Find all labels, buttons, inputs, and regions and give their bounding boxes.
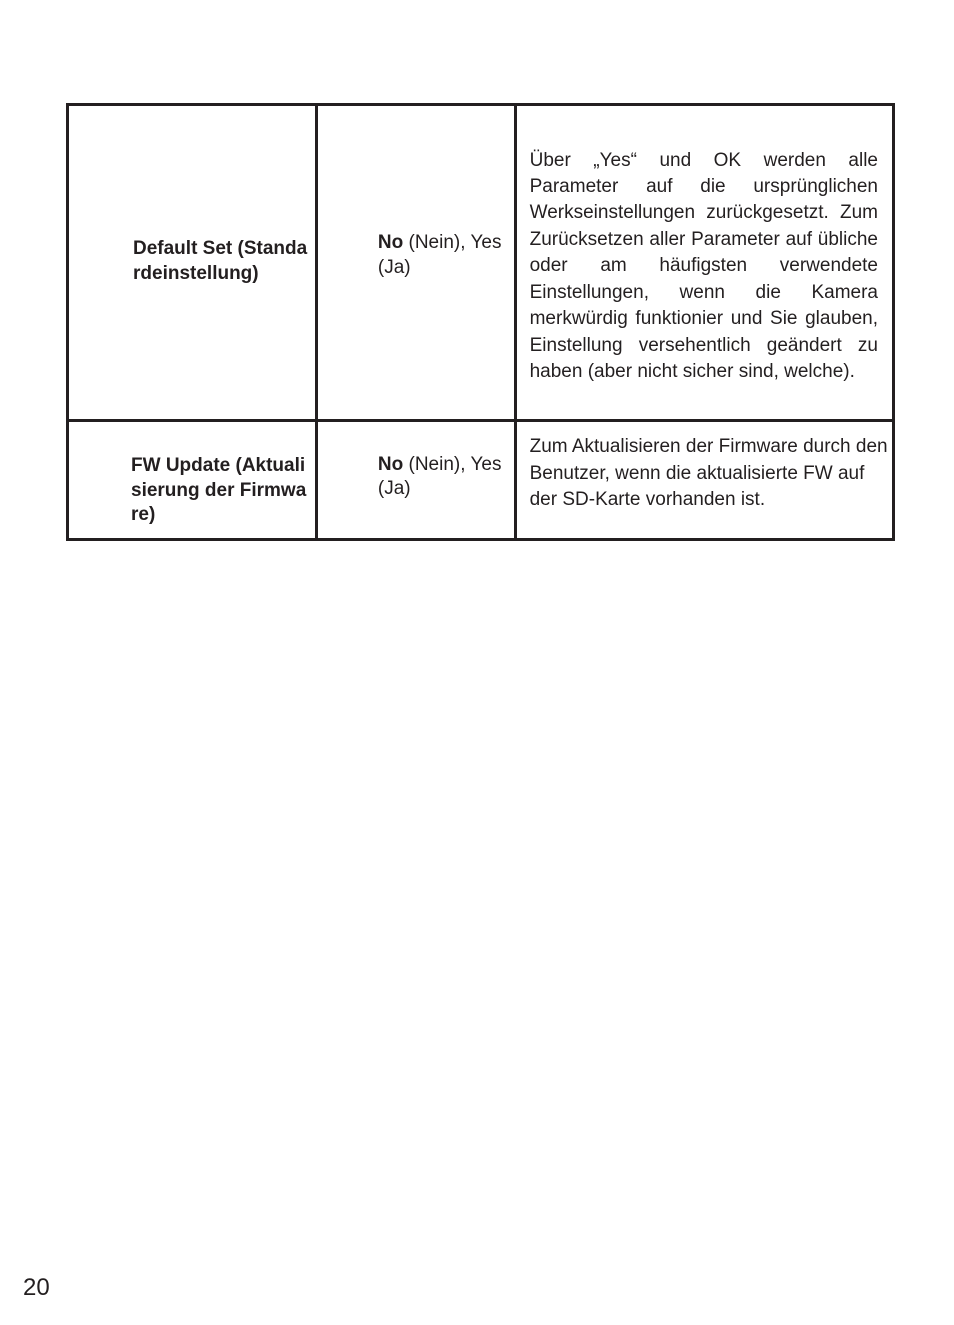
setting-description-cell (515, 421, 893, 540)
value-default-option: No (377, 453, 404, 475)
setting-values-cell (316, 105, 515, 421)
setting-name-cell (68, 421, 317, 540)
value-options: (Nein), Yes (Ja) (377, 453, 502, 499)
value-default-option: No (377, 232, 404, 253)
setting-name: FW Update (Aktualisierung der Firmware) (131, 455, 307, 526)
setting-description-cell (515, 105, 893, 421)
setting-values (318, 453, 514, 508)
value-options: (Nein), Yes (Ja) (377, 232, 502, 278)
setting-values (318, 231, 514, 294)
page-number: 20 (23, 1274, 50, 1301)
setting-name-cell (68, 105, 317, 421)
setting-description: Über „Yes“ und OK werden alle Parameter auf die ursprünglichen Werkseinstellungen zurückgesetzt. Zum Zurücksetzen aller Parameter auf übliche oder am häufigsten verwendete Einstellungen, wenn die Kamera merkwürdig funktionier und Sie glauben, Einstellung versehentlich geändert zu haben (aber nicht sicher sind, welche). (529, 149, 878, 382)
setting-description: Zum Aktualisieren der Firmware durch den Benutzer, wenn die aktualisierte FW auf der SD-Karte vorhanden ist. (529, 436, 888, 511)
setting-values-cell (316, 421, 515, 540)
settings-table (66, 103, 895, 541)
table-row-fw-update (68, 421, 894, 540)
table-row-default-set (68, 105, 894, 421)
setting-name: Default Set (Standardeinstellung) (133, 238, 308, 284)
